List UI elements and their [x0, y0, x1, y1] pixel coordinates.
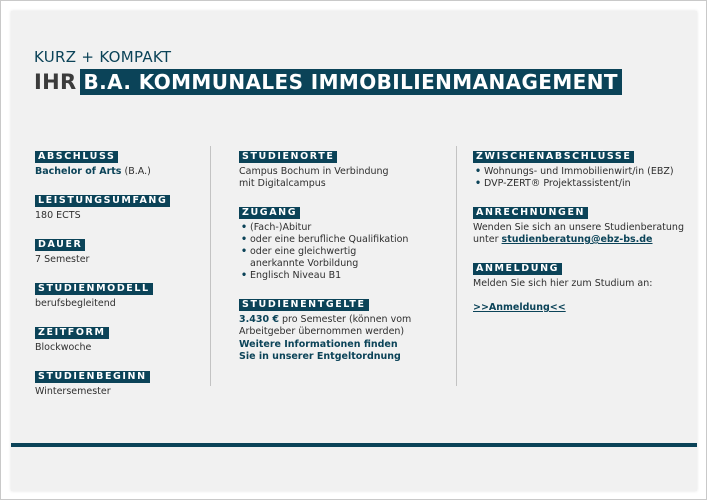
entgelte-line: [239, 314, 444, 326]
leistung-value: 180 ECTS: [35, 210, 81, 221]
orte-line: mit Digitalcampus: [239, 178, 326, 189]
anrechnungen-line: Wenden Sie sich an unsere Studienberatung: [473, 222, 684, 233]
dauer-value: 7 Semester: [35, 254, 90, 265]
section-label: STUDIENORTE: [239, 151, 337, 163]
zeitform-value: Blockwoche: [35, 342, 92, 353]
degree-suffix: (B.A.): [121, 166, 151, 177]
modell-value: berufsbegleitend: [35, 298, 116, 309]
list-item-text: oder eine gleichwertig: [250, 246, 357, 257]
column-middle: [239, 144, 444, 373]
column-right: [473, 144, 701, 324]
column-divider: [456, 146, 457, 386]
email-prefix: unter: [473, 234, 502, 245]
section-label: ZWISCHENABSCHLÜSSE: [473, 151, 634, 163]
anmeldung-section: [473, 256, 701, 314]
section-label: STUDIENENTGELTE: [239, 299, 369, 311]
zugang-section: [239, 200, 444, 282]
dauer-section: [35, 232, 205, 266]
page-title: [34, 69, 622, 95]
section-label: ABSCHLUSS: [35, 151, 118, 163]
footer-stripe: [11, 443, 697, 447]
fee-amount: 3.430 €: [239, 314, 279, 325]
section-label: STUDIENMODELL: [35, 283, 153, 295]
email-link[interactable]: studienberatung@ebz-bs.de: [501, 234, 653, 245]
leistung-section: [35, 188, 205, 222]
list-item: • Wohnungs- und Immobilienwirt/in (EBZ): [473, 166, 701, 178]
list-item: • oder eine berufliche Qualifikation: [239, 234, 444, 246]
fee-info-link[interactable]: Weitere Informationen finden: [239, 339, 398, 350]
section-label: ANMELDUNG: [473, 263, 562, 275]
column-left: [35, 144, 205, 408]
fee-info-link[interactable]: Sie in unserer Entgeltordnung: [239, 351, 401, 362]
orte-section: [239, 144, 444, 190]
abschluss-value: [35, 166, 205, 178]
header-subtitle: KURZ + KOMPAKT: [34, 48, 172, 66]
section-label: DAUER: [35, 239, 85, 251]
zeitform-section: [35, 320, 205, 354]
anmeldung-link-row: [473, 302, 701, 314]
entgelte-line: Arbeitgeber übernommen werden): [239, 326, 405, 337]
column-divider: [210, 146, 211, 386]
degree-name: Bachelor of Arts: [35, 166, 122, 177]
list-item: • DVP-ZERT® Projektassistent/in: [473, 178, 701, 190]
abschluss-section: [35, 144, 205, 178]
zwischen-list: [473, 166, 701, 190]
info-card: [11, 11, 697, 491]
section-label: ZUGANG: [239, 207, 300, 219]
beginn-section: [35, 364, 205, 398]
beginn-value: Wintersemester: [35, 386, 111, 397]
orte-line: Campus Bochum in Verbindung: [239, 166, 389, 177]
modell-section: [35, 276, 205, 310]
zwischen-section: [473, 144, 701, 190]
section-label: STUDIENBEGINN: [35, 371, 150, 383]
title-prefix: IHR: [34, 70, 77, 94]
anrechnungen-line: [473, 234, 701, 246]
section-label: ANRECHNUNGEN: [473, 207, 588, 219]
list-item-continuation: anerkannte Vorbildung: [250, 258, 359, 269]
title-highlight: B.A. KOMMUNALES IMMOBILIENMANAGEMENT: [80, 69, 621, 95]
fee-text: pro Semester (können vom: [278, 314, 412, 325]
zugang-list: [239, 222, 444, 282]
section-label: LEISTUNGSUMFANG: [35, 195, 170, 207]
anmeldung-text: Melden Sie sich hier zum Studium an:: [473, 278, 653, 289]
list-item: • Englisch Niveau B1: [239, 270, 444, 282]
list-item: [239, 246, 444, 270]
entgelte-section: [239, 292, 444, 363]
anmeldung-link[interactable]: >>Anmeldung<<: [473, 302, 566, 313]
anrechnungen-section: [473, 200, 701, 246]
list-item: • (Fach-)Abitur: [239, 222, 444, 234]
section-label: ZEITFORM: [35, 327, 109, 339]
